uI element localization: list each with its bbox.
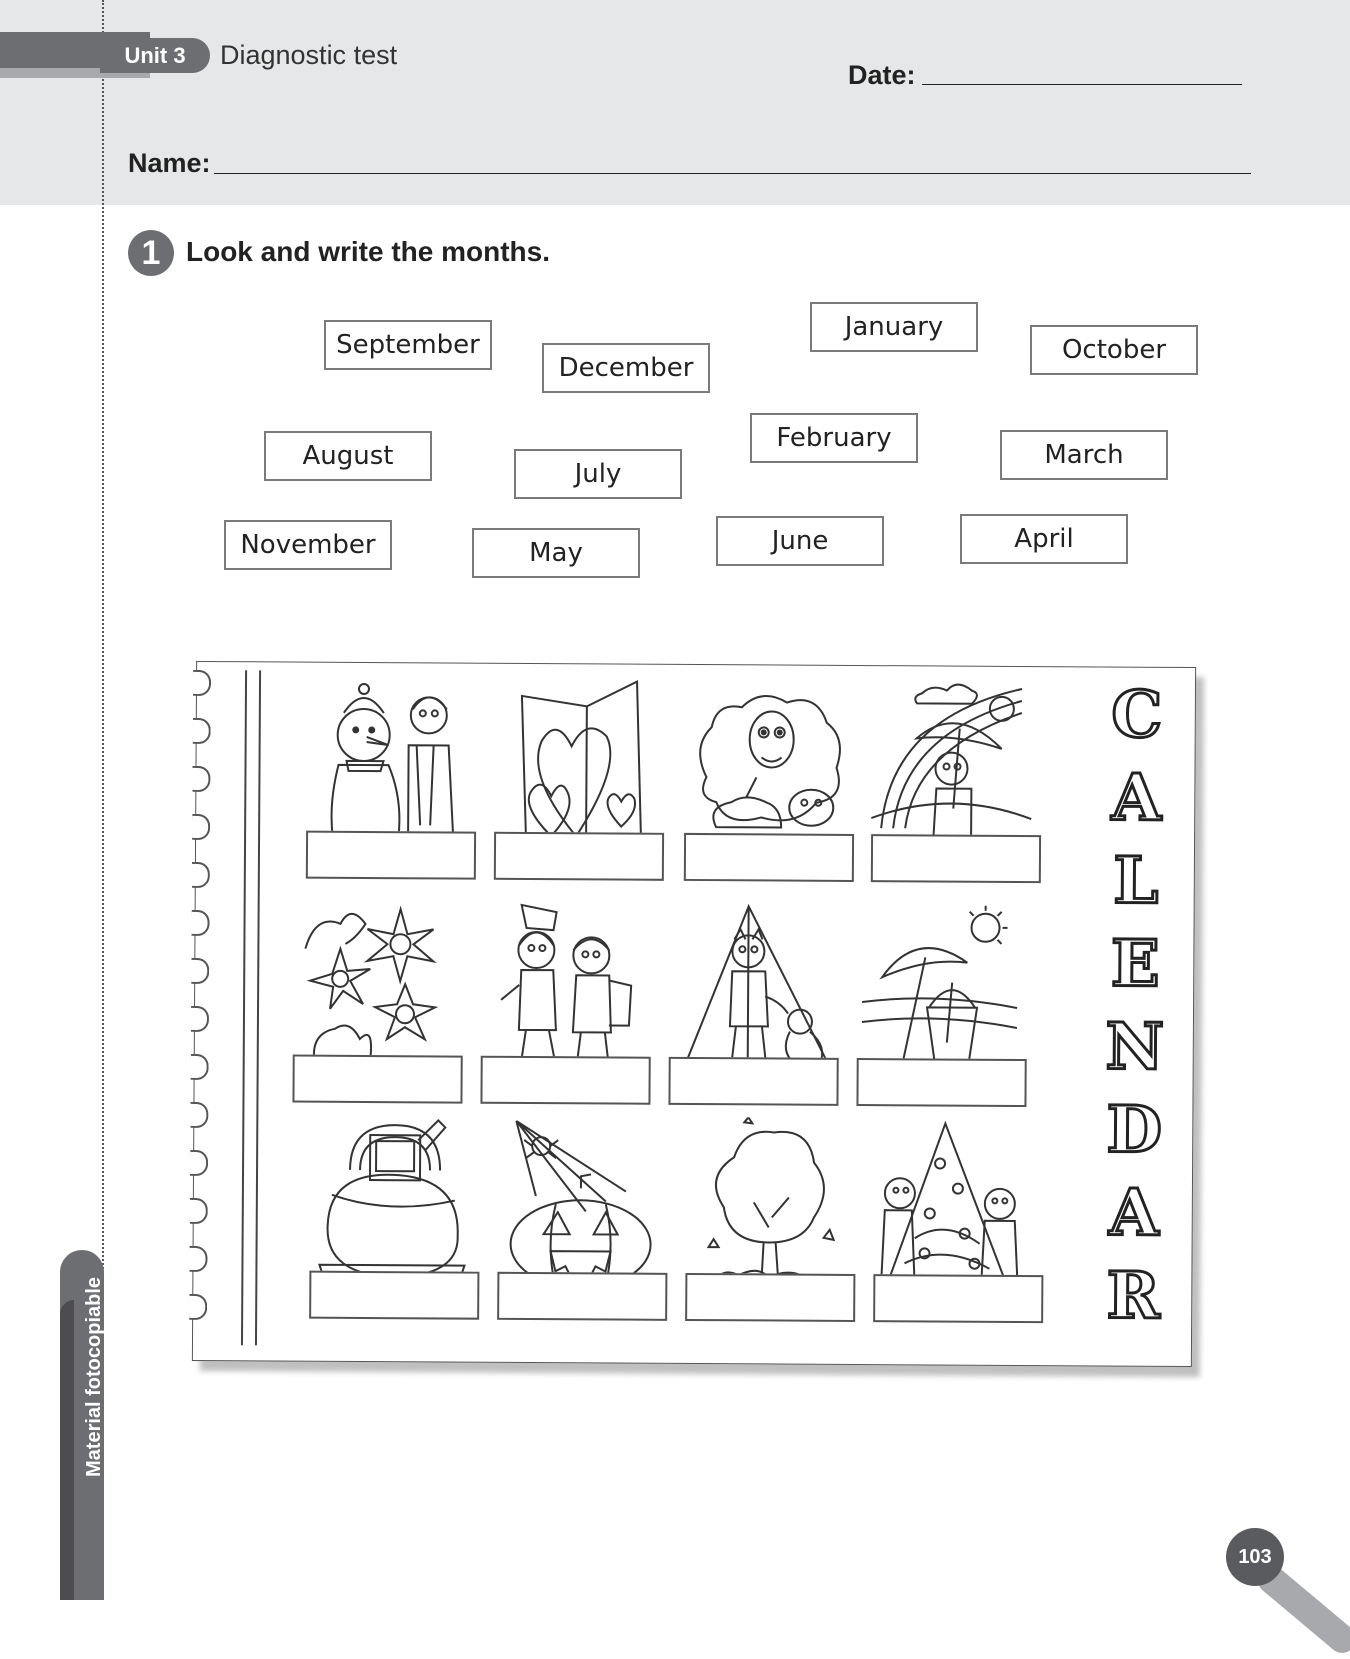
side-tab-shadow — [60, 1300, 74, 1600]
answer-box-11[interactable] — [685, 1273, 855, 1322]
month-box-october: October — [1030, 325, 1198, 375]
spiral-ring — [190, 1102, 208, 1128]
spiral-ring — [191, 958, 209, 984]
camping-tent-icon — [670, 901, 839, 1072]
month-box-march: March — [1000, 430, 1168, 480]
name-field[interactable] — [214, 173, 1251, 174]
answer-box-2[interactable] — [494, 832, 664, 881]
sheep-icon — [686, 677, 855, 848]
month-box-november: November — [224, 520, 392, 570]
month-box-february: February — [750, 413, 918, 463]
answer-box-8[interactable] — [856, 1058, 1026, 1107]
calendar-letter: D — [1106, 1092, 1163, 1168]
page-number: 103 — [1226, 1528, 1284, 1586]
answer-box-1[interactable] — [306, 831, 476, 880]
spiral-line — [255, 670, 261, 1345]
month-box-december: December — [542, 343, 710, 393]
spiral-ring — [191, 1006, 209, 1032]
month-box-august: August — [264, 431, 432, 481]
spiral-ring — [189, 1294, 207, 1320]
exercise-number: 1 — [128, 230, 174, 276]
month-box-april: April — [960, 514, 1128, 564]
answer-box-4[interactable] — [871, 834, 1041, 883]
valentine-card-icon — [496, 676, 665, 847]
beach-umbrella-bucket-icon — [857, 902, 1026, 1073]
answer-box-12[interactable] — [873, 1274, 1043, 1323]
calendar-letter: C — [1111, 677, 1163, 753]
month-box-july: July — [514, 449, 682, 499]
christmas-tree-icon — [869, 1118, 1038, 1289]
month-box-january: January — [810, 302, 978, 352]
spiral-ring — [190, 1198, 208, 1224]
calendar-letter: A — [1108, 1175, 1159, 1251]
answer-box-5[interactable] — [292, 1055, 462, 1104]
halloween-pumpkin-icon — [495, 1116, 664, 1287]
school-bag-icon — [309, 1115, 478, 1286]
calendar-letter: N — [1105, 1009, 1165, 1085]
answer-box-9[interactable] — [309, 1271, 479, 1320]
calendar-letter: L — [1113, 843, 1159, 919]
snowman-and-boy-icon — [308, 675, 477, 846]
month-box-june: June — [716, 516, 884, 566]
spiral-ring — [192, 862, 210, 888]
spiral-ring — [192, 766, 210, 792]
calendar-sheet — [192, 661, 1196, 1367]
spiral-ring — [191, 910, 209, 936]
spiral-ring — [189, 1246, 207, 1272]
children-with-backpacks-icon — [481, 900, 650, 1071]
autumn-tree-icon — [683, 1117, 852, 1288]
doc-type: Diagnostic test — [220, 40, 398, 70]
photocopiable-label: Material fotocopiable — [83, 1276, 105, 1477]
calendar-letter: A — [1111, 760, 1162, 836]
unit-label: Unit 3 — [100, 38, 210, 73]
date-label: Date: — [848, 60, 916, 90]
month-box-september: September — [324, 320, 492, 370]
umbrella-rainbow-icon — [871, 678, 1040, 849]
spiral-line — [241, 670, 247, 1345]
month-box-may: May — [472, 528, 640, 578]
spiral-ring — [193, 718, 211, 744]
answer-box-6[interactable] — [480, 1056, 650, 1105]
calendar-letter: R — [1106, 1258, 1161, 1334]
answer-box-3[interactable] — [684, 833, 854, 882]
flowers-icon — [295, 899, 464, 1070]
answer-box-7[interactable] — [668, 1057, 838, 1106]
name-label: Name: — [128, 148, 211, 178]
spiral-ring — [190, 1150, 208, 1176]
exercise-instruction: Look and write the months. — [186, 236, 551, 267]
spiral-ring — [192, 814, 210, 840]
answer-box-10[interactable] — [497, 1272, 667, 1321]
spiral-ring — [191, 1054, 209, 1080]
date-field[interactable] — [922, 84, 1242, 85]
calendar-letter: E — [1110, 926, 1160, 1002]
spiral-ring — [193, 670, 211, 696]
